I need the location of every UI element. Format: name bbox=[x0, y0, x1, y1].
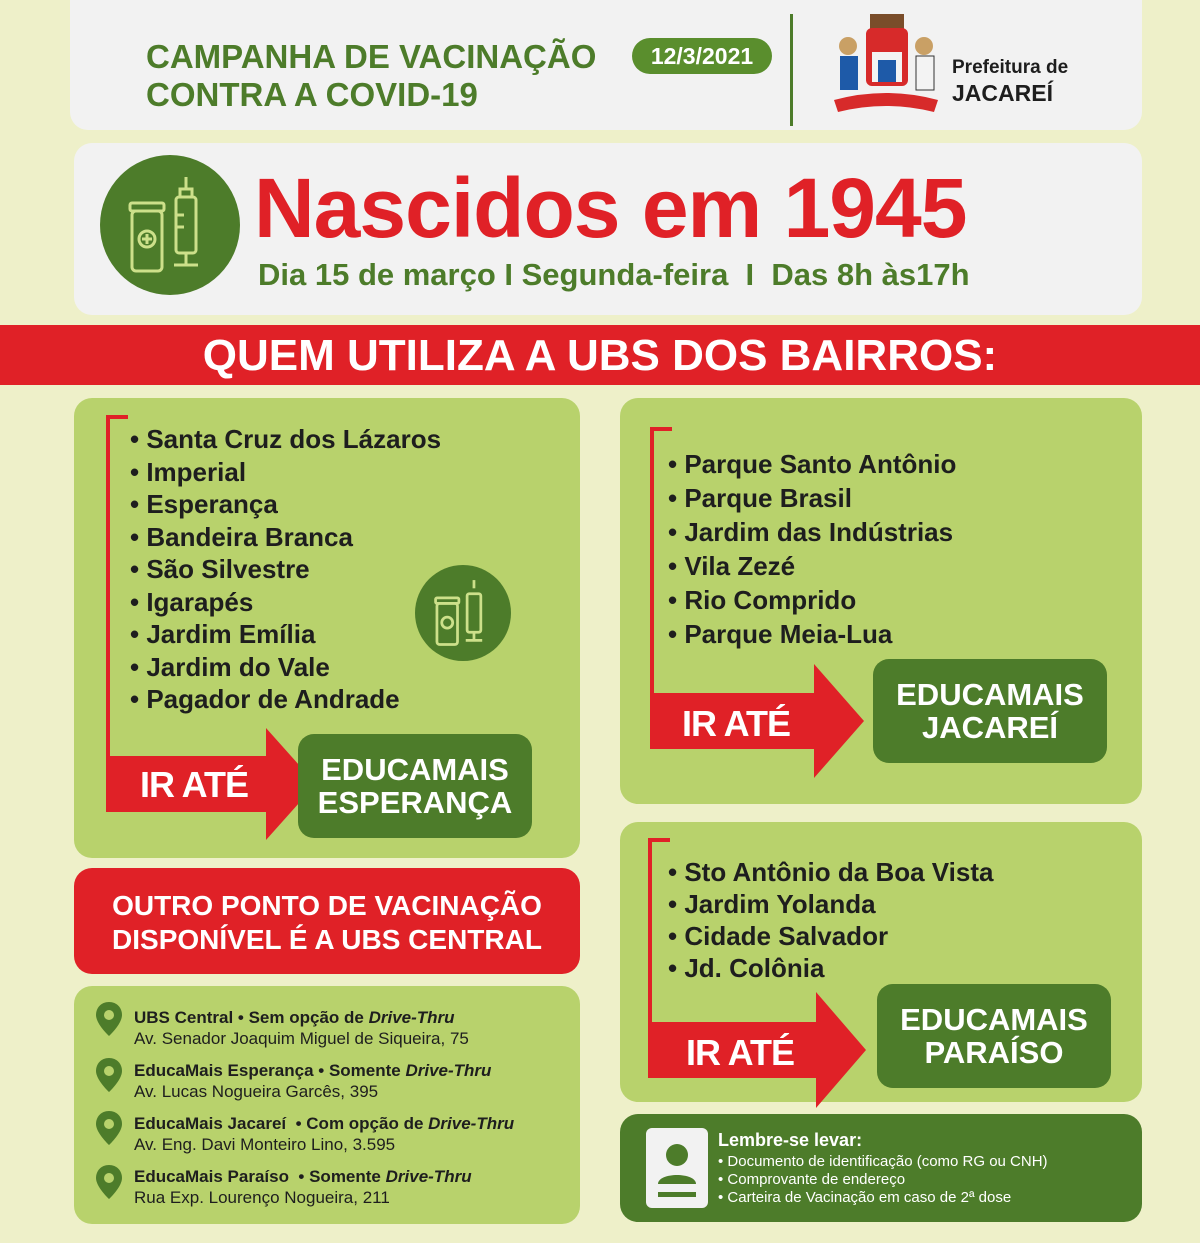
go-to-label: IR ATÉ bbox=[682, 703, 790, 744]
destination-paraiso bbox=[877, 984, 1111, 1088]
location-address: Av. Eng. Davi Monteiro Lino, 3.595 bbox=[134, 1135, 396, 1154]
neighborhood-item: • Parque Santo Antônio bbox=[668, 447, 956, 481]
location-sep: • bbox=[290, 1114, 307, 1133]
reminder-item: • Comprovante de endereço bbox=[718, 1171, 906, 1188]
neighborhood-item: • Cidade Salvador bbox=[668, 920, 993, 952]
neighborhood-item: • Sto Antônio da Boa Vista bbox=[668, 856, 993, 888]
location-drive: Drive-Thru bbox=[428, 1114, 515, 1133]
location-option: Somente bbox=[309, 1167, 386, 1186]
location-option: Somente bbox=[328, 1061, 406, 1080]
go-to-label: IR ATÉ bbox=[140, 764, 248, 805]
neighborhood-item: • Jardim das Indústrias bbox=[668, 515, 956, 549]
location-ubs-central bbox=[134, 1007, 614, 1049]
vaccine-small-icon bbox=[415, 565, 511, 661]
neighborhood-item: • Igarapés bbox=[130, 586, 441, 619]
location-sep: • bbox=[293, 1167, 310, 1186]
campaign-title-line2: CONTRA A COVID-19 bbox=[146, 76, 478, 113]
neighborhood-item: • São Silvestre bbox=[130, 553, 441, 586]
destination-line1: EDUCAMAIS bbox=[321, 752, 509, 787]
location-address: Av. Senador Joaquim Miguel de Siqueira, 75 bbox=[134, 1029, 469, 1048]
neighborhood-item: • Vila Zezé bbox=[668, 549, 956, 583]
campaign-title-line1: CAMPANHA DE VACINAÇÃO bbox=[146, 38, 597, 75]
location-drive: Drive-Thru bbox=[405, 1061, 492, 1080]
location-option: Sem opção de bbox=[248, 1008, 369, 1027]
location-pin-icon bbox=[96, 1002, 122, 1041]
city-name-line2: JACAREÍ bbox=[952, 80, 1053, 106]
neighborhood-item: • Parque Meia-Lua bbox=[668, 617, 956, 651]
go-to-label: IR ATÉ bbox=[686, 1032, 794, 1073]
location-option: Com opção de bbox=[306, 1114, 429, 1133]
reminder-item: • Carteira de Vacinação em caso de 2ª dose bbox=[718, 1189, 1012, 1206]
destination-line1: EDUCAMAIS bbox=[896, 677, 1084, 712]
location-educamais-esperanca bbox=[134, 1060, 614, 1102]
destination-line2: PARAÍSO bbox=[924, 1035, 1064, 1070]
location-name: EducaMais Jacareí bbox=[134, 1114, 291, 1133]
other-point-line1: OUTRO PONTO DE VACINAÇÃO bbox=[112, 890, 542, 921]
vaccine-icon bbox=[100, 155, 240, 295]
location-address: Av. Lucas Nogueira Garcês, 395 bbox=[134, 1082, 379, 1101]
location-drive: Drive-Thru bbox=[368, 1008, 455, 1027]
reminder-item: • Documento de identificação (como RG ou CNH) bbox=[718, 1153, 1048, 1170]
neighborhood-item: • Pagador de Andrade bbox=[130, 683, 441, 716]
destination-jacarei bbox=[873, 659, 1107, 763]
destination-line1: EDUCAMAIS bbox=[900, 1002, 1088, 1037]
hero-subtitle: Dia 15 de março I Segunda-feira I Das 8h às17h bbox=[258, 257, 970, 292]
group-paraiso-list bbox=[668, 856, 993, 984]
location-name: EducaMais Esperança bbox=[134, 1061, 314, 1080]
header-divider bbox=[790, 14, 793, 126]
location-sep: • bbox=[313, 1061, 329, 1080]
reminder-title: Lembre-se levar: bbox=[718, 1130, 863, 1150]
neighborhood-item: • Bandeira Branca bbox=[130, 521, 441, 554]
neighborhood-item: • Jardim Emília bbox=[130, 618, 441, 651]
date-badge: 12/3/2021 bbox=[632, 38, 772, 74]
location-pin-icon bbox=[96, 1165, 122, 1204]
neighborhood-item: • Esperança bbox=[130, 488, 441, 521]
city-coat-of-arms-icon bbox=[830, 8, 942, 123]
location-educamais-paraiso bbox=[134, 1166, 614, 1208]
location-drive: Drive-Thru bbox=[385, 1167, 472, 1186]
destination-line2: ESPERANÇA bbox=[317, 785, 513, 820]
location-educamais-jacarei bbox=[134, 1113, 614, 1155]
location-address: Rua Exp. Lourenço Nogueira, 211 bbox=[134, 1188, 390, 1207]
ubs-banner-text: QUEM UTILIZA A UBS DOS BAIRROS: bbox=[202, 331, 998, 380]
destination-line2: JACAREÍ bbox=[921, 710, 1059, 745]
neighborhood-item: • Jardim Yolanda bbox=[668, 888, 993, 920]
location-pin-icon bbox=[96, 1058, 122, 1097]
neighborhood-item: • Rio Comprido bbox=[668, 583, 956, 617]
neighborhood-item: • Imperial bbox=[130, 456, 441, 489]
neighborhood-item: • Jardim do Vale bbox=[130, 651, 441, 684]
neighborhood-item: • Parque Brasil bbox=[668, 481, 956, 515]
neighborhood-item: • Santa Cruz dos Lázaros bbox=[130, 423, 441, 456]
city-name-line1: Prefeitura de bbox=[952, 57, 1069, 78]
location-name: UBS Central bbox=[134, 1008, 234, 1027]
destination-esperanca bbox=[298, 734, 532, 838]
location-pin-icon bbox=[96, 1111, 122, 1150]
group-jacarei-list bbox=[668, 447, 956, 651]
hero-title: Nascidos em 1945 bbox=[254, 161, 967, 255]
neighborhood-item: • Jd. Colônia bbox=[668, 952, 993, 984]
other-point-line2: DISPONÍVEL É A UBS CENTRAL bbox=[112, 924, 542, 955]
location-sep: • bbox=[233, 1008, 249, 1027]
location-name: EducaMais Paraíso bbox=[134, 1167, 294, 1186]
id-card-icon bbox=[646, 1128, 708, 1208]
group-esperanca-list bbox=[130, 423, 441, 716]
